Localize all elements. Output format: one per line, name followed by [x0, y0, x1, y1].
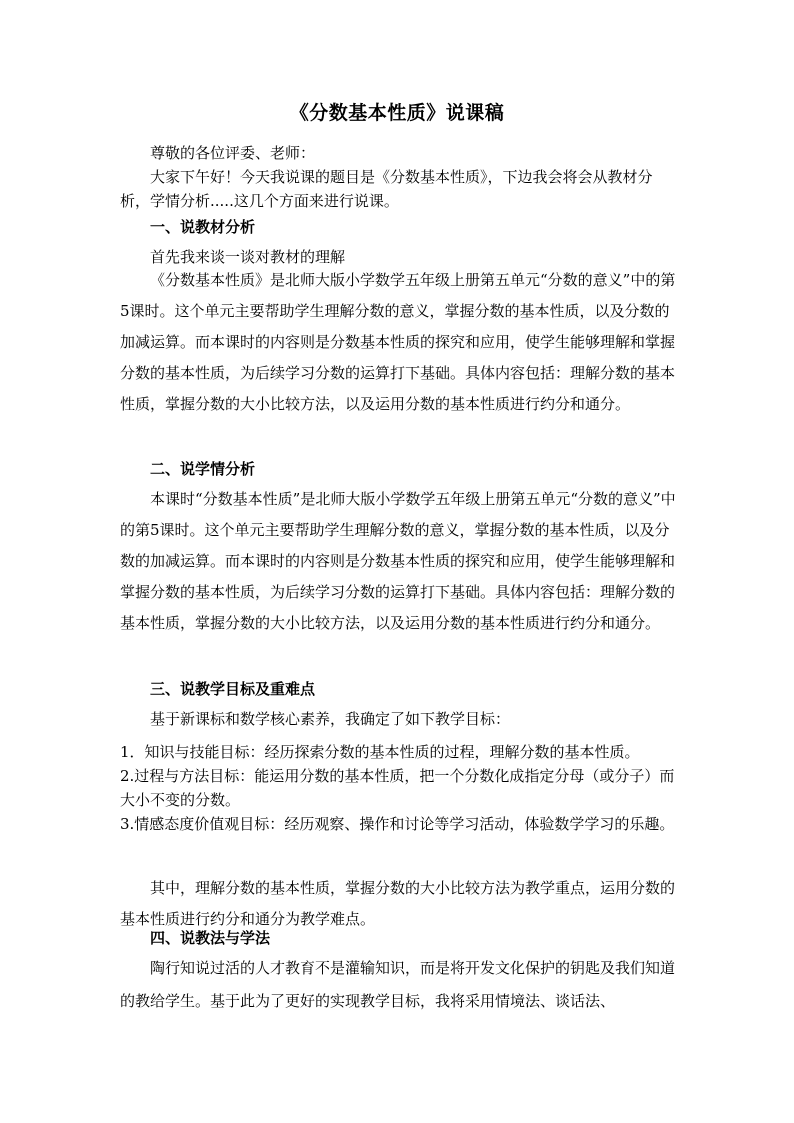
keypoints-paragraph: 其中，理解分数的基本性质，掌握分数的大小比较方法为教学重点，运用分数的基本性质进行约分和通分为教学难点。: [120, 879, 676, 928]
section1-heading: 一、说教材分析: [150, 218, 256, 236]
section2-heading: 二、说学情分析: [150, 460, 256, 478]
goal-item: 1．知识与技能目标：经历探索分数的基本性质的过程，理解分数的基本性质。: [120, 743, 640, 761]
section1-body: 《分数基本性质》是北师大版小学数学五年级上册第五单元“分数的意义”中的第5课时。这个单元主要帮助学生理解分数的意义，掌握分数的基本性质，以及分数的加减运算。而本课时的内容则是分数基本性质的探究和应用，使学生能够理解和掌握分数的基本性质，为后续学习分数的运算打下基础。具体内容包括：理解分数的基本性质，掌握分数的大小比较方法，以及运用分数的基本性质进行约分和通分。: [120, 271, 676, 413]
section3-lead: 基于新课标和数学核心素养，我确定了如下教学目标：: [150, 710, 511, 728]
section3-heading: 三、说教学目标及重难点: [150, 680, 316, 698]
goal-item: 3.情感态度价值观目标：经历观察、操作和讨论等学习活动，体验数学学习的乐趣。: [120, 815, 675, 833]
document-title: 《分数基本性质》说课稿: [289, 102, 505, 124]
section4-heading: 四、说教法与学法: [150, 929, 271, 947]
intro-block: [120, 141, 676, 213]
greeting: 尊敬的各位评委、老师：: [150, 144, 316, 162]
section4-body: 陶行知说过活的人才教育不是灌输知识，而是将开发文化保护的钥匙及我们知道的教给学生。基于此为了更好的实现教学目标，我将采用情境法、谈话法、: [120, 959, 676, 1010]
goal-item: 2.过程与方法目标：能运用分数的基本性质，把一个分数化成指定分母（或分子）而大小不变的分数。: [120, 767, 675, 809]
goals-list: [120, 740, 676, 836]
section2-body: 本课时“分数基本性质”是北师大版小学数学五年级上册第五单元“分数的意义”中的第5课时。这个单元主要帮助学生理解分数的意义，掌握分数的基本性质，以及分数的加减运算。而本课时的内容则是分数基本性质的探究和应用，使学生能够理解和掌握分数的基本性质，为后续学习分数的运算打下基础。具体内容包括：理解分数的基本性质，掌握分数的大小比较方法，以及运用分数的基本性质进行约分和通分。: [120, 490, 676, 632]
intro-paragraph: 大家下午好！今天我说课的题目是《分数基本性质》，下边我会将会从教材分析，学情分析.....这几个方面来进行说课。: [120, 168, 653, 210]
section1-lead: 首先我来谈一谈对教材的理解: [150, 248, 346, 266]
